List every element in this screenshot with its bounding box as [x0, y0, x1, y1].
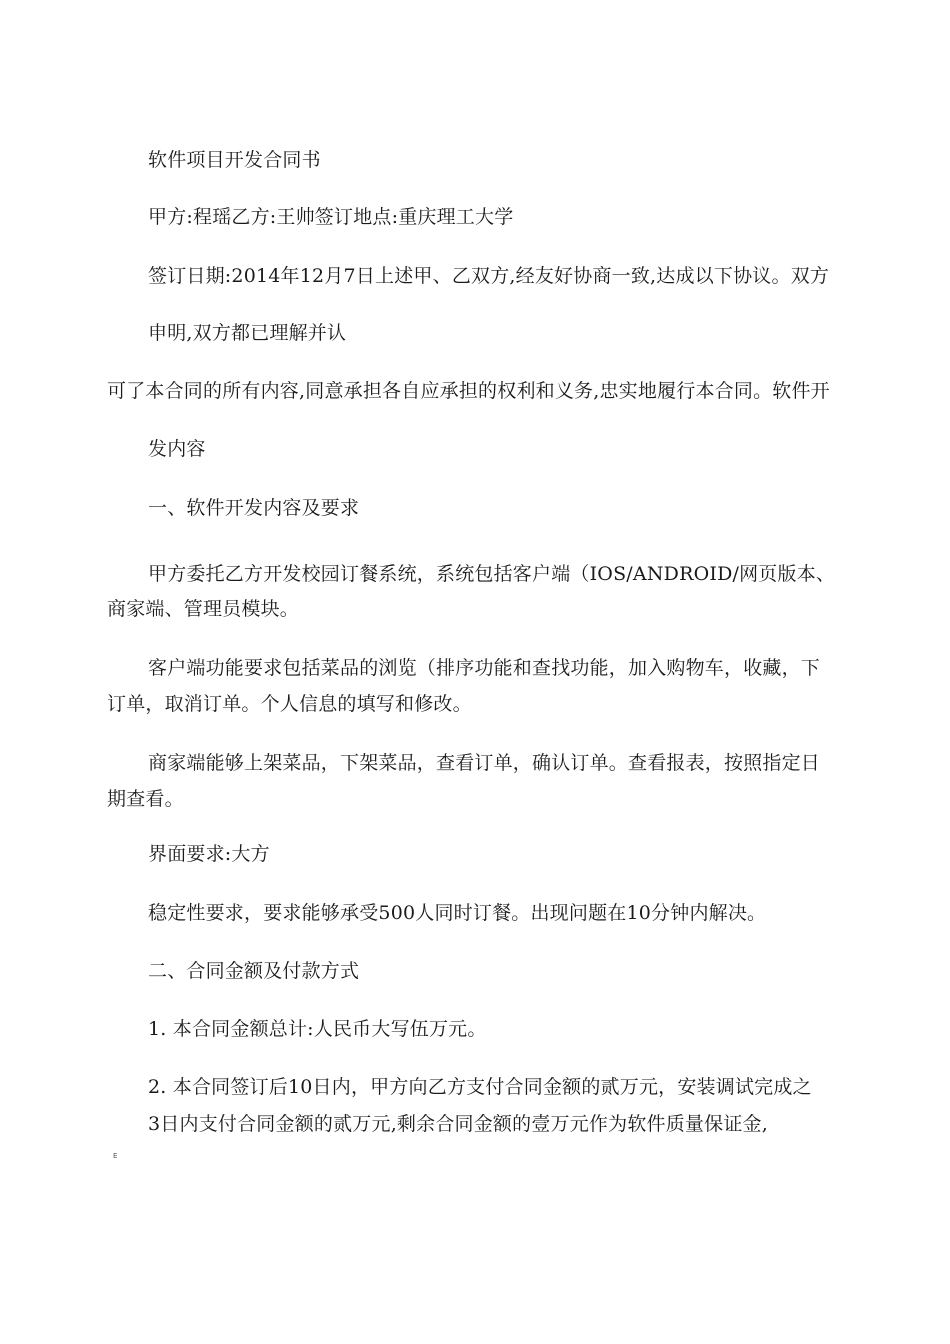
agreement-line: 可了本合同的所有内容,同意承担各自应承担的权利和义务,忠实地履行本合同。软件开: [107, 380, 830, 402]
payment-item-2-line-1: 2. 本合同签订后10日内，甲方向乙方支付合同金额的贰万元，安装调试完成之: [148, 1076, 812, 1098]
page-mark: E: [113, 1152, 118, 1160]
paragraph-2-line-2: 订单，取消订单。个人信息的填写和修改。: [107, 693, 472, 715]
ui-requirement: 界面要求:大方: [148, 843, 270, 865]
paragraph-1-line-1: 甲方委托乙方开发校园订餐系统，系统包括客户端（IOS/ANDROID/网页版本、: [148, 563, 836, 585]
section-2-title: 二、合同金额及付款方式: [148, 960, 360, 982]
payment-item-2-line-2: 3日内支付合同金额的贰万元,剩余合同金额的壹万元作为软件质量保证金,: [148, 1113, 768, 1135]
signing-date-line: 签订日期:2014年12月7日上述甲、乙双方,经友好协商一致,达成以下协议。双方: [148, 265, 830, 287]
paragraph-3-line-2: 期查看。: [107, 788, 184, 810]
paragraph-1-line-2: 商家端、管理员模块。: [107, 598, 300, 620]
document-title: 软件项目开发合同书: [148, 149, 321, 171]
declaration-line: 申明,双方都已理解并认: [148, 322, 347, 344]
stability-requirement: 稳定性要求，要求能够承受500人同时订餐。出现问题在10分钟内解决。: [148, 902, 767, 924]
paragraph-3-line-1: 商家端能够上架菜品，下架菜品，查看订单，确认订单。查看报表，按照指定日: [148, 752, 821, 774]
payment-item-1: 1. 本合同金额总计:人民币大写伍万元。: [148, 1018, 487, 1040]
dev-content-heading: 发内容: [148, 438, 206, 460]
paragraph-2-line-1: 客户端功能要求包括菜品的浏览（排序功能和查找功能，加入购物车，收藏，下: [148, 657, 821, 679]
section-1-title: 一、软件开发内容及要求: [148, 497, 360, 519]
parties-line: 甲方:程瑶乙方:王帅签订地点:重庆理工大学: [148, 206, 514, 228]
